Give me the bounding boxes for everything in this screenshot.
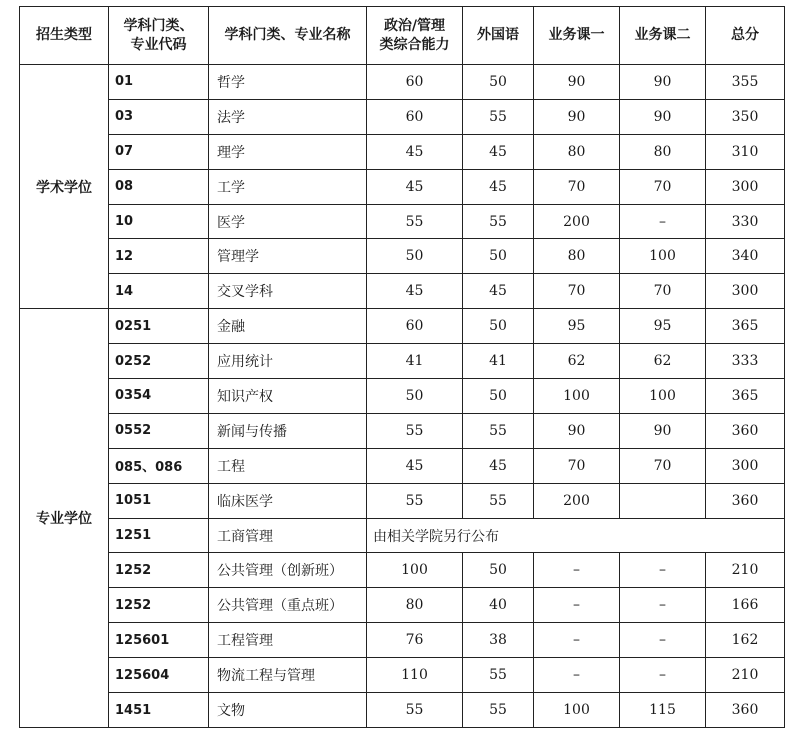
header-name: 学科门类、专业名称 xyxy=(209,7,367,65)
politics-score-cell: 55 xyxy=(367,204,463,239)
table-row xyxy=(20,693,785,728)
total-score-cell: 162 xyxy=(706,623,785,658)
foreign-language-score-cell: 50 xyxy=(463,553,534,588)
total-score-cell: 210 xyxy=(706,553,785,588)
table-row xyxy=(20,483,785,518)
total-score-cell: 333 xyxy=(706,344,785,379)
politics-score-cell: 45 xyxy=(367,448,463,483)
course2-score-cell: – xyxy=(620,553,706,588)
major-name-cell: 工学 xyxy=(209,169,367,204)
course2-score-cell: 95 xyxy=(620,309,706,344)
course1-score-cell: 80 xyxy=(534,239,620,274)
course2-score-cell: 70 xyxy=(620,169,706,204)
code-cell: 0552 xyxy=(109,413,209,448)
foreign-language-score-cell: 50 xyxy=(463,239,534,274)
table-row xyxy=(20,169,785,204)
foreign-language-score-cell: 50 xyxy=(463,309,534,344)
politics-score-cell: 55 xyxy=(367,483,463,518)
foreign-language-score-cell: 41 xyxy=(463,344,534,379)
major-name-cell: 工商管理 xyxy=(209,518,367,553)
politics-score-cell: 60 xyxy=(367,309,463,344)
course1-score-cell: 70 xyxy=(534,448,620,483)
foreign-language-score-cell: 38 xyxy=(463,623,534,658)
code-cell: 085、086 xyxy=(109,448,209,483)
table-body xyxy=(20,65,785,728)
table-row xyxy=(20,623,785,658)
course2-score-cell xyxy=(620,483,706,518)
course2-score-cell: 100 xyxy=(620,379,706,414)
politics-score-cell: 80 xyxy=(367,588,463,623)
politics-score-cell: 45 xyxy=(367,274,463,309)
code-cell: 0251 xyxy=(109,309,209,344)
course1-score-cell: 200 xyxy=(534,204,620,239)
major-name-cell: 新闻与传播 xyxy=(209,413,367,448)
table-row xyxy=(20,413,785,448)
foreign-language-score-cell: 45 xyxy=(463,134,534,169)
header-total: 总分 xyxy=(706,7,785,65)
course2-score-cell: 90 xyxy=(620,65,706,100)
major-name-cell: 法学 xyxy=(209,99,367,134)
header-politics xyxy=(367,7,463,65)
course1-score-cell: 62 xyxy=(534,344,620,379)
politics-score-cell: 50 xyxy=(367,379,463,414)
code-cell: 1451 xyxy=(109,693,209,728)
major-name-cell: 知识产权 xyxy=(209,379,367,414)
header-politics-line2: 类综合能力 xyxy=(379,36,450,53)
politics-score-cell: 55 xyxy=(367,693,463,728)
table-row xyxy=(20,239,785,274)
code-cell: 1252 xyxy=(109,553,209,588)
code-cell: 07 xyxy=(109,134,209,169)
foreign-language-score-cell: 55 xyxy=(463,99,534,134)
total-score-cell: 365 xyxy=(706,379,785,414)
major-name-cell: 工程 xyxy=(209,448,367,483)
foreign-language-score-cell: 40 xyxy=(463,588,534,623)
course1-score-cell: 90 xyxy=(534,65,620,100)
table-row xyxy=(20,274,785,309)
code-cell: 12 xyxy=(109,239,209,274)
politics-score-cell: 60 xyxy=(367,65,463,100)
total-score-cell: 360 xyxy=(706,483,785,518)
table-row xyxy=(20,65,785,100)
course1-score-cell: – xyxy=(534,623,620,658)
course1-score-cell: 100 xyxy=(534,693,620,728)
header-course1: 业务课一 xyxy=(534,7,620,65)
total-score-cell: 300 xyxy=(706,448,785,483)
table-row xyxy=(20,518,785,553)
course1-score-cell: 90 xyxy=(534,99,620,134)
code-cell: 14 xyxy=(109,274,209,309)
total-score-cell: 340 xyxy=(706,239,785,274)
course1-score-cell: 80 xyxy=(534,134,620,169)
course2-score-cell: – xyxy=(620,588,706,623)
major-name-cell: 理学 xyxy=(209,134,367,169)
header-course2: 业务课二 xyxy=(620,7,706,65)
table-row xyxy=(20,204,785,239)
total-score-cell: 330 xyxy=(706,204,785,239)
major-name-cell: 物流工程与管理 xyxy=(209,658,367,693)
major-name-cell: 交叉学科 xyxy=(209,274,367,309)
course1-score-cell: 100 xyxy=(534,379,620,414)
foreign-language-score-cell: 45 xyxy=(463,274,534,309)
code-cell: 03 xyxy=(109,99,209,134)
header-code-line2: 专业代码 xyxy=(130,36,187,53)
code-cell: 0252 xyxy=(109,344,209,379)
foreign-language-score-cell: 55 xyxy=(463,483,534,518)
header-politics-line1: 政治/管理 xyxy=(383,17,446,34)
table-row xyxy=(20,99,785,134)
course2-score-cell: 115 xyxy=(620,693,706,728)
foreign-language-score-cell: 55 xyxy=(463,413,534,448)
total-score-cell: 300 xyxy=(706,169,785,204)
code-cell: 08 xyxy=(109,169,209,204)
table-row xyxy=(20,134,785,169)
table-row xyxy=(20,553,785,588)
table-row xyxy=(20,309,785,344)
major-name-cell: 公共管理（重点班） xyxy=(209,588,367,623)
code-cell: 1051 xyxy=(109,483,209,518)
politics-score-cell: 45 xyxy=(367,169,463,204)
course2-score-cell: 70 xyxy=(620,448,706,483)
total-score-cell: 210 xyxy=(706,658,785,693)
code-cell: 1252 xyxy=(109,588,209,623)
course2-score-cell: 100 xyxy=(620,239,706,274)
course1-score-cell: 90 xyxy=(534,413,620,448)
table-row xyxy=(20,658,785,693)
course1-score-cell: – xyxy=(534,658,620,693)
course2-score-cell: 70 xyxy=(620,274,706,309)
politics-score-cell: 50 xyxy=(367,239,463,274)
code-cell: 125601 xyxy=(109,623,209,658)
course1-score-cell: – xyxy=(534,588,620,623)
course2-score-cell: – xyxy=(620,623,706,658)
course2-score-cell: 90 xyxy=(620,413,706,448)
score-table xyxy=(19,6,785,728)
major-name-cell: 哲学 xyxy=(209,65,367,100)
foreign-language-score-cell: 45 xyxy=(463,448,534,483)
course2-score-cell: – xyxy=(620,204,706,239)
total-score-cell: 365 xyxy=(706,309,785,344)
course1-score-cell: – xyxy=(534,553,620,588)
table-row xyxy=(20,448,785,483)
header-code xyxy=(109,7,209,65)
major-name-cell: 医学 xyxy=(209,204,367,239)
total-score-cell: 310 xyxy=(706,134,785,169)
major-name-cell: 文物 xyxy=(209,693,367,728)
foreign-language-score-cell: 50 xyxy=(463,65,534,100)
politics-score-cell: 60 xyxy=(367,99,463,134)
total-score-cell: 360 xyxy=(706,413,785,448)
major-name-cell: 管理学 xyxy=(209,239,367,274)
code-cell: 01 xyxy=(109,65,209,100)
header-type: 招生类型 xyxy=(20,7,109,65)
note-cell: 由相关学院另行公布 xyxy=(367,518,785,553)
code-cell: 1251 xyxy=(109,518,209,553)
course1-score-cell: 70 xyxy=(534,274,620,309)
foreign-language-score-cell: 45 xyxy=(463,169,534,204)
table-row xyxy=(20,379,785,414)
course1-score-cell: 70 xyxy=(534,169,620,204)
course2-score-cell: 62 xyxy=(620,344,706,379)
admission-type-cell: 专业学位 xyxy=(20,309,109,728)
header-code-line1: 学科门类、 xyxy=(123,17,194,34)
code-cell: 10 xyxy=(109,204,209,239)
politics-score-cell: 110 xyxy=(367,658,463,693)
major-name-cell: 临床医学 xyxy=(209,483,367,518)
foreign-language-score-cell: 55 xyxy=(463,693,534,728)
course1-score-cell: 95 xyxy=(534,309,620,344)
politics-score-cell: 41 xyxy=(367,344,463,379)
major-name-cell: 应用统计 xyxy=(209,344,367,379)
table-row xyxy=(20,344,785,379)
header-row xyxy=(20,7,785,65)
code-cell: 125604 xyxy=(109,658,209,693)
politics-score-cell: 76 xyxy=(367,623,463,658)
header-foreign: 外国语 xyxy=(463,7,534,65)
course2-score-cell: – xyxy=(620,658,706,693)
foreign-language-score-cell: 55 xyxy=(463,204,534,239)
course2-score-cell: 90 xyxy=(620,99,706,134)
course2-score-cell: 80 xyxy=(620,134,706,169)
politics-score-cell: 100 xyxy=(367,553,463,588)
politics-score-cell: 55 xyxy=(367,413,463,448)
admission-type-cell: 学术学位 xyxy=(20,65,109,309)
code-cell: 0354 xyxy=(109,379,209,414)
total-score-cell: 300 xyxy=(706,274,785,309)
total-score-cell: 360 xyxy=(706,693,785,728)
total-score-cell: 166 xyxy=(706,588,785,623)
foreign-language-score-cell: 50 xyxy=(463,379,534,414)
course1-score-cell: 200 xyxy=(534,483,620,518)
politics-score-cell: 45 xyxy=(367,134,463,169)
major-name-cell: 金融 xyxy=(209,309,367,344)
total-score-cell: 355 xyxy=(706,65,785,100)
major-name-cell: 公共管理（创新班） xyxy=(209,553,367,588)
table-row xyxy=(20,588,785,623)
foreign-language-score-cell: 55 xyxy=(463,658,534,693)
major-name-cell: 工程管理 xyxy=(209,623,367,658)
total-score-cell: 350 xyxy=(706,99,785,134)
